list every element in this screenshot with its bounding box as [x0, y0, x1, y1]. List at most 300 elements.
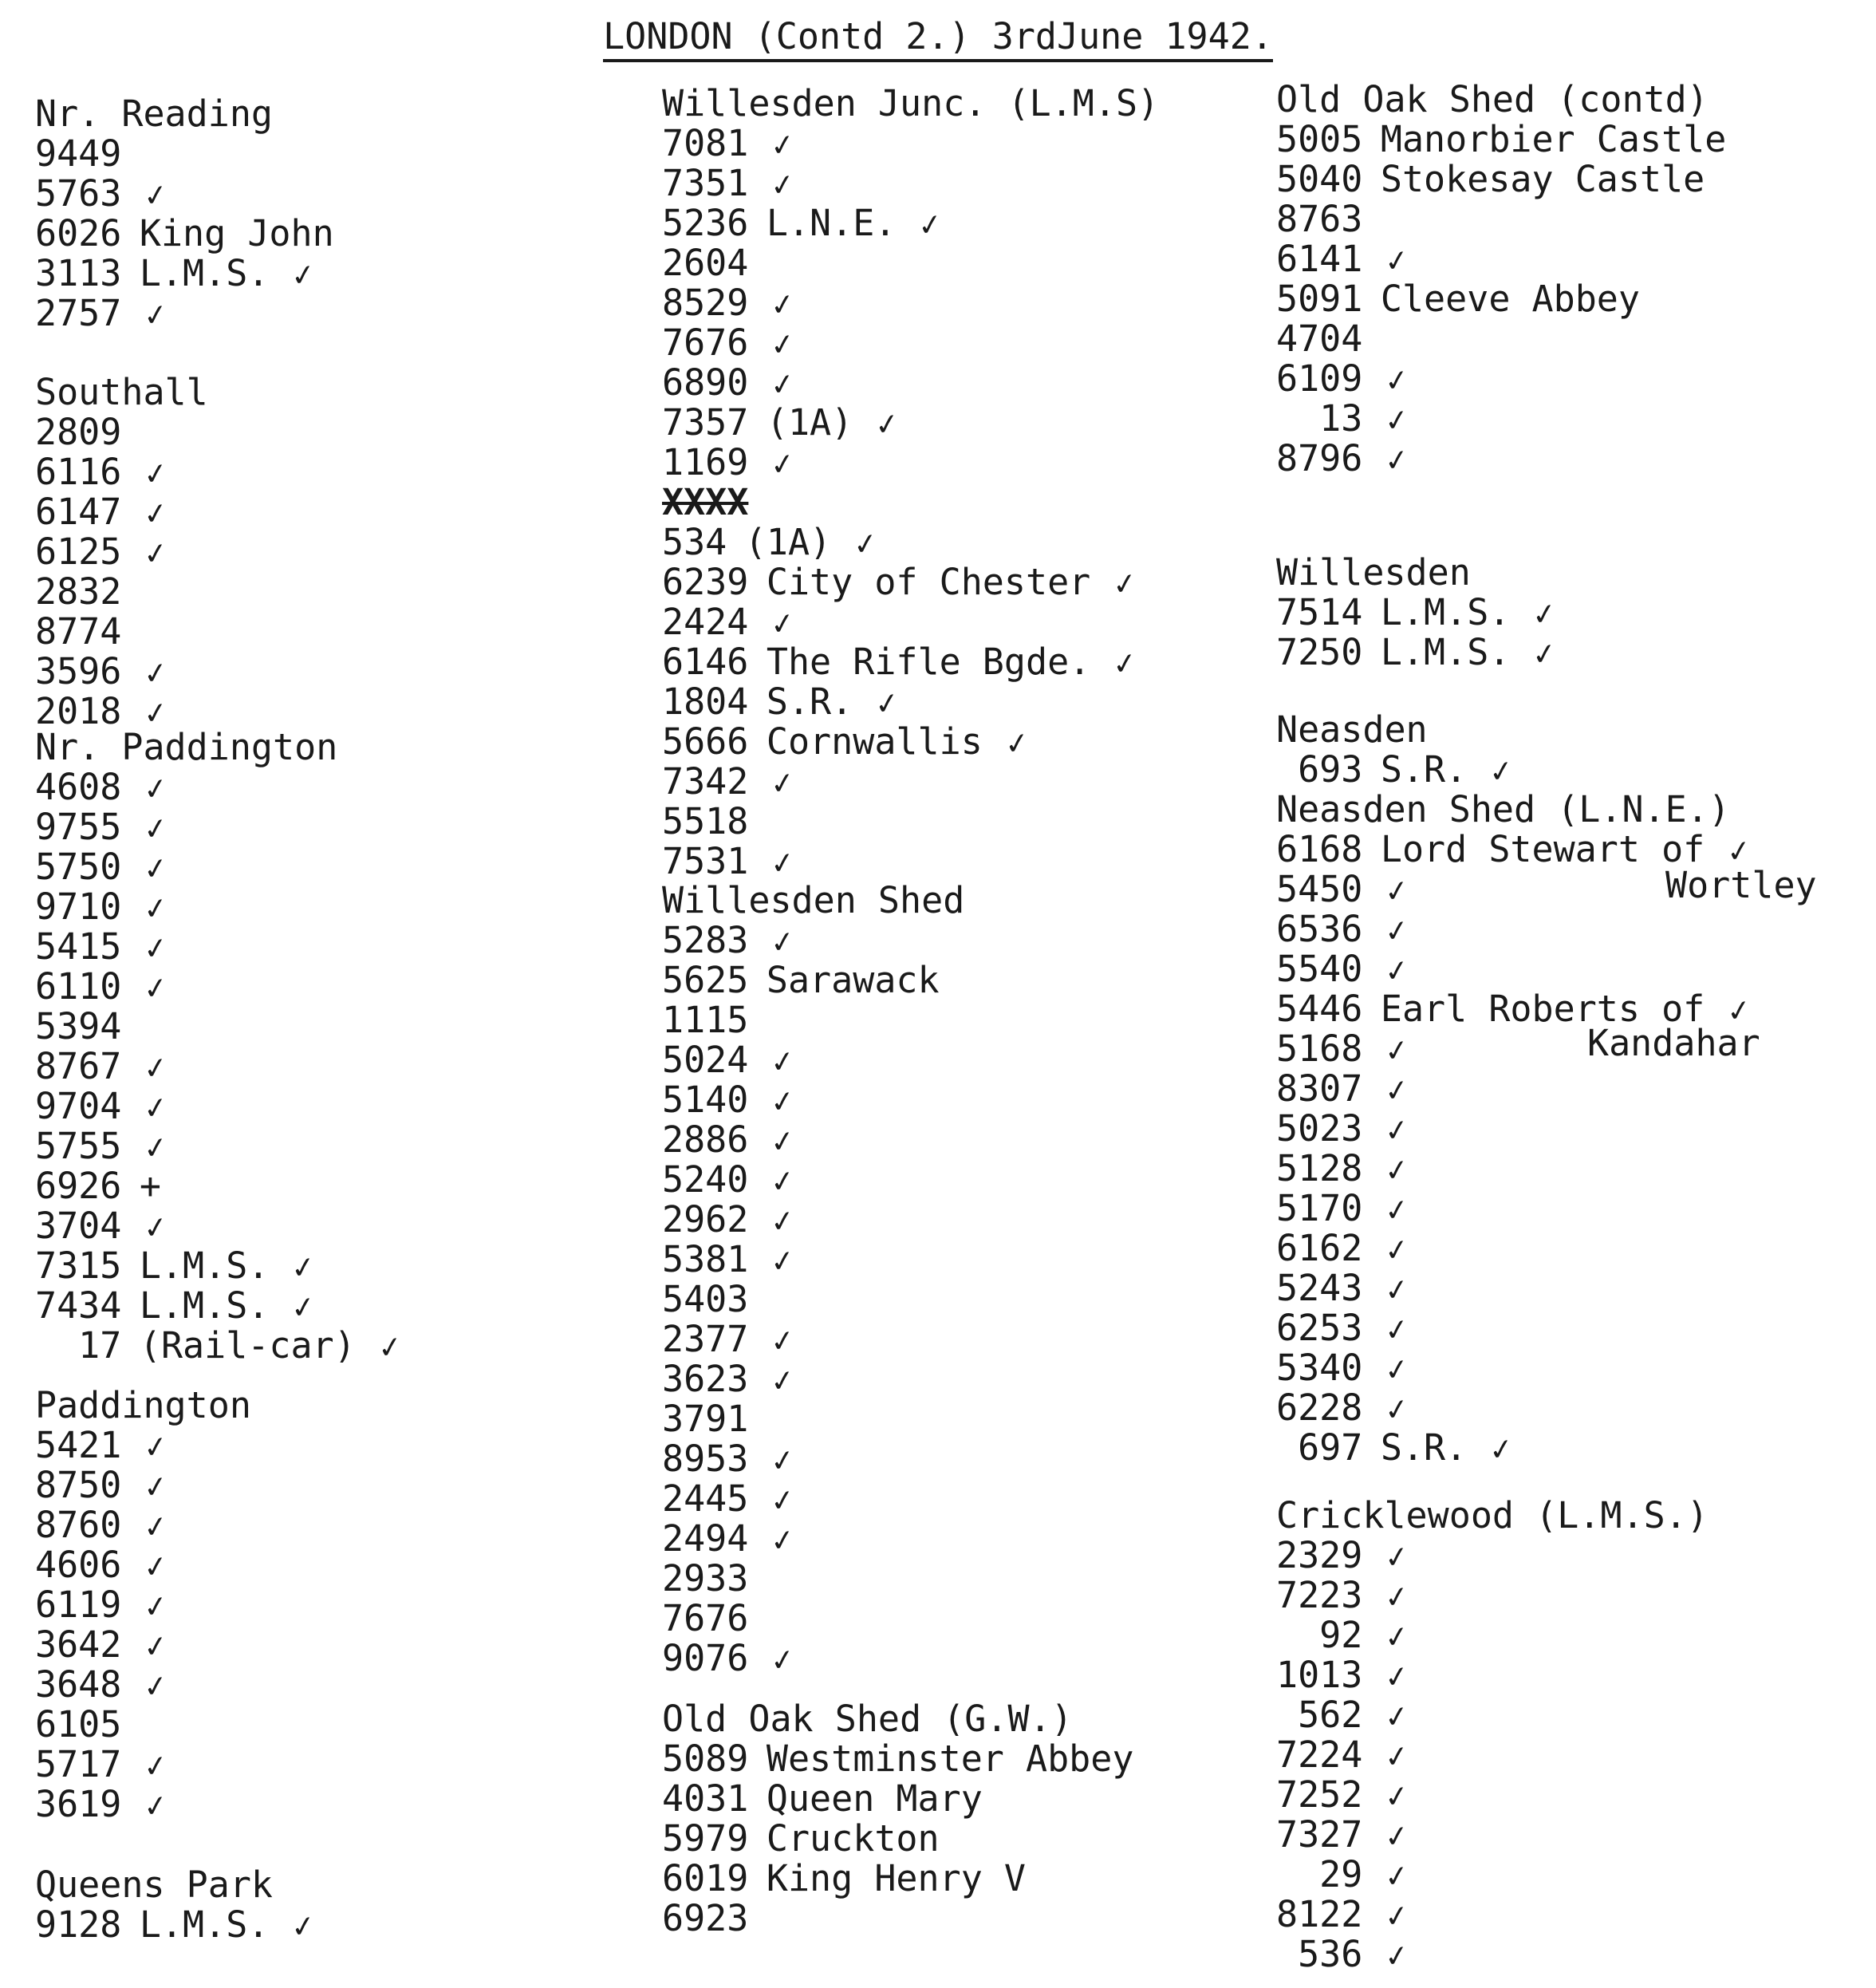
engine-number: 5750 — [35, 846, 122, 888]
engine-number: 697 — [1298, 1426, 1363, 1469]
engine-number: 5236 — [662, 202, 749, 244]
check-mark-icon: ✓ — [1384, 869, 1409, 911]
engine-number: 6146 — [662, 641, 749, 683]
engine-name: S.R. — [766, 680, 853, 723]
check-mark-icon: ✓ — [143, 966, 168, 1008]
check-mark-icon: ✓ — [1531, 592, 1557, 634]
engine-number: 6119 — [35, 1584, 122, 1626]
list-item — [662, 1479, 1260, 1519]
engine-number: 6105 — [35, 1703, 122, 1745]
engine-number: 2377 — [662, 1318, 749, 1360]
list-item — [662, 1519, 1260, 1559]
check-mark-icon: ✓ — [143, 886, 168, 929]
list-item — [35, 1505, 633, 1545]
list-item — [1276, 1576, 1874, 1615]
engine-number: 7315 — [35, 1244, 122, 1287]
engine-name: Westminster Abbey — [766, 1738, 1134, 1780]
check-mark-icon: ✓ — [1384, 1387, 1409, 1430]
engine-name: Cruckton — [766, 1817, 940, 1860]
engine-number: 8763 — [1276, 198, 1363, 240]
check-mark-icon: ✓ — [770, 442, 795, 484]
check-mark-icon: ✓ — [143, 1465, 168, 1507]
section — [1276, 553, 1874, 673]
list-item — [662, 1000, 1260, 1040]
list-item — [35, 1665, 633, 1705]
engine-number: 7250 — [1276, 631, 1363, 673]
check-mark-icon: ✓ — [770, 282, 795, 325]
section — [35, 373, 633, 732]
list-item — [662, 562, 1260, 602]
list-item — [662, 802, 1260, 842]
check-mark-icon: ✓ — [770, 1359, 795, 1401]
list-item — [35, 807, 633, 847]
section — [35, 1386, 633, 1824]
engine-number: 5421 — [35, 1424, 122, 1466]
list-item — [662, 762, 1260, 802]
list-item — [35, 1785, 633, 1824]
engine-number: 5979 — [662, 1817, 749, 1860]
engine-number: 2329 — [1276, 1534, 1363, 1576]
list-item — [1276, 949, 1874, 989]
check-mark-icon: ✓ — [1384, 1694, 1409, 1737]
list-item — [662, 1120, 1260, 1160]
engine-number: 534 — [662, 521, 727, 563]
section-heading: Paddington — [35, 1384, 251, 1426]
engine-name: Lord Stewart of — [1380, 828, 1705, 870]
engine-number: 8760 — [35, 1504, 122, 1546]
list-item — [662, 1200, 1260, 1240]
check-mark-icon: ✓ — [143, 1505, 168, 1547]
list-item — [662, 443, 1260, 483]
list-item — [662, 1739, 1260, 1779]
engine-number: 2018 — [35, 690, 122, 732]
list-item — [1276, 750, 1874, 790]
engine-number: 7531 — [662, 840, 749, 882]
check-mark-icon: ✓ — [1531, 632, 1557, 674]
check-mark-icon: ✓ — [143, 767, 168, 809]
engine-number: 5128 — [1276, 1147, 1363, 1189]
check-mark-icon: ✓ — [1384, 438, 1409, 480]
engine-number: 3642 — [35, 1623, 122, 1666]
engine-number: 9704 — [35, 1085, 122, 1127]
list-item — [1276, 1695, 1874, 1735]
engine-number: 5024 — [662, 1039, 749, 1081]
list-item — [35, 572, 633, 612]
check-mark-icon: ✓ — [1384, 1028, 1409, 1071]
engine-number: 562 — [1298, 1694, 1363, 1736]
list-item — [35, 1246, 633, 1286]
engine-number: 3113 — [35, 252, 122, 294]
list-item — [1276, 1069, 1874, 1109]
check-mark-icon: ✓ — [143, 846, 168, 889]
check-mark-icon: ✓ — [1384, 1854, 1409, 1896]
section-heading: Queens Park — [35, 1864, 274, 1906]
list-item — [662, 1319, 1260, 1359]
engine-number: 1013 — [1276, 1654, 1363, 1696]
engine-number: 4608 — [35, 766, 122, 808]
check-mark-icon: ✓ — [143, 1126, 168, 1168]
section — [35, 728, 633, 1366]
list-item — [35, 1905, 633, 1945]
engine-number: 6147 — [35, 491, 122, 533]
list-item — [35, 492, 633, 532]
engine-number: 5755 — [35, 1125, 122, 1167]
engine-number: 4031 — [662, 1777, 749, 1820]
list-item — [662, 921, 1260, 960]
section-heading: Old Oak Shed (contd) — [1276, 78, 1708, 120]
list-item — [662, 124, 1260, 164]
check-mark-icon: ✓ — [143, 1664, 168, 1706]
list-item — [35, 294, 633, 333]
engine-number: 29 — [1319, 1853, 1363, 1895]
check-mark-icon: ✓ — [1384, 1228, 1409, 1270]
list-item — [1276, 1935, 1874, 1974]
list-item — [35, 1047, 633, 1087]
engine-number: 6923 — [662, 1897, 749, 1939]
check-mark-icon: ✓ — [143, 531, 168, 574]
engine-number: 7327 — [1276, 1813, 1363, 1856]
check-mark-icon: ✓ — [1384, 1188, 1409, 1230]
engine-number: 6536 — [1276, 908, 1363, 950]
list-item — [1276, 1536, 1874, 1576]
name-continuation: Wortley — [1665, 864, 1817, 906]
engine-name: L.M.S. — [139, 1903, 270, 1946]
list-item — [662, 483, 1260, 523]
engine-name: L.M.S. — [1380, 591, 1511, 633]
engine-number: 8796 — [1276, 437, 1363, 479]
check-mark-icon: ✓ — [770, 1438, 795, 1481]
engine-number: 5763 — [35, 172, 122, 215]
check-mark-icon: ✓ — [770, 123, 795, 165]
engine-name: (1A) — [744, 521, 832, 563]
check-mark-icon: ✓ — [376, 1325, 403, 1367]
list-item — [1276, 593, 1874, 633]
engine-name: King John — [139, 212, 334, 254]
list-item — [1276, 1348, 1874, 1388]
engine-name: Cornwallis — [766, 720, 983, 763]
list-item — [1276, 1029, 1874, 1069]
engine-number: 6019 — [662, 1857, 749, 1899]
check-mark-icon: ✓ — [1384, 1347, 1409, 1390]
list-item — [35, 927, 633, 967]
list-item — [662, 403, 1260, 443]
engine-number: 5381 — [662, 1238, 749, 1280]
section — [1276, 790, 1874, 1468]
list-item — [1276, 633, 1874, 673]
list-item — [35, 652, 633, 692]
check-mark-icon: ✓ — [1111, 562, 1137, 604]
check-mark-icon: ✓ — [770, 1239, 795, 1281]
engine-number: 6162 — [1276, 1227, 1363, 1269]
engine-number: 8307 — [1276, 1067, 1363, 1110]
check-mark-icon: ✓ — [1384, 1814, 1409, 1856]
check-mark-icon: ✓ — [143, 651, 168, 693]
engine-number: 5717 — [35, 1743, 122, 1785]
check-mark-icon: ✓ — [1384, 1108, 1409, 1150]
engine-number: 8953 — [662, 1438, 749, 1480]
column-1 — [35, 0, 633, 1988]
list-item — [662, 164, 1260, 203]
column-2 — [662, 0, 1260, 1988]
engine-number: 693 — [1298, 748, 1363, 791]
list-item — [662, 1280, 1260, 1319]
list-item — [35, 847, 633, 887]
list-item — [662, 1899, 1260, 1939]
engine-number: 2933 — [662, 1557, 749, 1599]
list-item — [35, 1206, 633, 1246]
section-heading: Old Oak Shed (G.W.) — [662, 1698, 1073, 1740]
list-item — [662, 283, 1260, 323]
engine-name: Earl Roberts of — [1380, 988, 1705, 1030]
engine-number: 9755 — [35, 806, 122, 848]
list-item — [1276, 1149, 1874, 1189]
check-mark-icon: ✓ — [770, 1159, 795, 1201]
engine-number: 5394 — [35, 1005, 122, 1047]
check-mark-icon: ✓ — [1384, 949, 1409, 991]
check-mark-icon: ✓ — [1111, 641, 1137, 684]
list-item — [662, 1439, 1260, 1479]
check-mark-icon: ✓ — [1384, 1894, 1409, 1936]
engine-number: 5625 — [662, 959, 749, 1001]
check-mark-icon: ✓ — [143, 1425, 168, 1467]
check-mark-icon: ✓ — [1384, 1535, 1409, 1577]
engine-name: L.N.E. — [766, 202, 897, 244]
engine-number: 7342 — [662, 760, 749, 803]
check-mark-icon: ✓ — [770, 1039, 795, 1082]
engine-number: 1115 — [662, 999, 749, 1041]
section — [1276, 710, 1874, 790]
check-mark-icon: ✓ — [143, 1086, 168, 1128]
engine-number: 9128 — [35, 1903, 122, 1946]
engine-number: 3648 — [35, 1663, 122, 1706]
list-item — [1276, 319, 1874, 359]
engine-number: 5005 — [1276, 118, 1363, 160]
list-item — [662, 1160, 1260, 1200]
check-mark-icon: ✓ — [143, 807, 168, 849]
engine-number: 5340 — [1276, 1347, 1363, 1389]
list-item — [35, 532, 633, 572]
engine-name: Stokesay Castle — [1380, 158, 1705, 200]
engine-number: 2962 — [662, 1198, 749, 1241]
engine-number: 17 — [78, 1324, 122, 1367]
engine-number: 5446 — [1276, 988, 1363, 1030]
list-item — [1276, 120, 1874, 160]
column-3 — [1276, 0, 1874, 1988]
engine-number: 6926 — [35, 1165, 122, 1207]
check-mark-icon: ✓ — [1384, 1068, 1409, 1110]
list-item — [1276, 989, 1874, 1029]
engine-name: S.R. — [1380, 1426, 1468, 1469]
engine-number: 5023 — [1276, 1107, 1363, 1150]
engine-number: 6109 — [1276, 357, 1363, 400]
check-mark-icon: ✓ — [1488, 1427, 1514, 1469]
list-item — [1276, 239, 1874, 279]
engine-number: 13 — [1319, 397, 1363, 440]
engine-number: 7357 — [662, 401, 749, 444]
check-mark-icon: ✓ — [873, 402, 900, 444]
check-mark-icon: ✓ — [770, 602, 795, 644]
list-item — [662, 642, 1260, 682]
list-item — [662, 1080, 1260, 1120]
engine-name: L.M.S. — [139, 1244, 270, 1287]
list-item — [662, 1399, 1260, 1439]
section-heading: Cricklewood (L.M.S.) — [1276, 1494, 1708, 1536]
check-mark-icon: ✓ — [770, 1638, 795, 1680]
check-mark-icon: ✓ — [290, 1904, 316, 1947]
engine-number: 6141 — [1276, 238, 1363, 280]
engine-name: L.M.S. — [139, 252, 270, 294]
list-item — [662, 1779, 1260, 1819]
engine-name: Sarawack — [766, 959, 940, 1001]
check-mark-icon: ✓ — [1384, 909, 1409, 951]
engine-number: 6125 — [35, 531, 122, 573]
engine-number: 7676 — [662, 1597, 749, 1639]
engine-number: 2494 — [662, 1517, 749, 1560]
list-item — [35, 1545, 633, 1585]
engine-number: 3791 — [662, 1398, 749, 1440]
section-heading: Willesden Junc. (L.M.S) — [662, 82, 1160, 124]
list-item — [662, 602, 1260, 642]
list-item — [662, 363, 1260, 403]
check-mark-icon: ✓ — [770, 163, 795, 205]
list-item — [35, 1326, 633, 1366]
engine-number: 7223 — [1276, 1574, 1363, 1616]
engine-number: 4704 — [1276, 318, 1363, 360]
list-item — [1276, 1109, 1874, 1149]
engine-number: 5140 — [662, 1079, 749, 1121]
check-mark-icon: ✓ — [1725, 988, 1752, 1031]
check-mark-icon: ✓ — [143, 1584, 168, 1627]
list-item — [35, 134, 633, 174]
check-mark-icon: ✓ — [1384, 398, 1409, 440]
check-mark-icon: ✓ — [770, 362, 795, 404]
engine-number: 3596 — [35, 650, 122, 692]
engine-number: 5168 — [1276, 1028, 1363, 1070]
check-mark-icon: ✓ — [770, 1478, 795, 1521]
list-item — [662, 842, 1260, 882]
check-mark-icon: ✓ — [770, 1518, 795, 1560]
check-mark-icon: ✓ — [770, 920, 795, 962]
engine-name: Manorbier Castle — [1380, 118, 1727, 160]
engine-number: 9076 — [662, 1637, 749, 1679]
list-item — [1276, 1855, 1874, 1895]
section-heading: Nr. Paddington — [35, 726, 338, 768]
engine-number: 6110 — [35, 965, 122, 1008]
list-item — [662, 523, 1260, 562]
section — [1276, 1496, 1874, 1974]
list-item — [662, 1359, 1260, 1399]
list-item — [35, 254, 633, 294]
check-mark-icon: ✓ — [143, 1205, 168, 1248]
section-heading: Nr. Reading — [35, 93, 274, 135]
list-item — [1276, 1895, 1874, 1935]
check-mark-icon: ✓ — [143, 926, 168, 968]
engine-number: 5540 — [1276, 948, 1363, 990]
list-item — [35, 1087, 633, 1126]
section — [1276, 80, 1874, 479]
check-mark-icon: ✓ — [143, 691, 168, 733]
check-mark-icon: ✓ — [770, 322, 795, 365]
list-item — [662, 1859, 1260, 1899]
engine-number: 5415 — [35, 925, 122, 968]
check-mark-icon: ✓ — [917, 203, 943, 245]
section-heading: Neasden Shed (L.N.E.) — [1276, 788, 1730, 830]
check-mark-icon: ✓ — [290, 1285, 316, 1327]
engine-number: 2424 — [662, 601, 749, 643]
list-item — [1276, 199, 1874, 239]
list-item — [1276, 1308, 1874, 1348]
engine-number: 6168 — [1276, 828, 1363, 870]
list-item — [35, 887, 633, 927]
engine-number: XXXX — [662, 481, 749, 523]
check-mark-icon: ✓ — [770, 1079, 795, 1122]
engine-name: Cleeve Abbey — [1380, 278, 1640, 320]
engine-number: 6890 — [662, 361, 749, 404]
list-item — [1276, 279, 1874, 319]
engine-number: 5089 — [662, 1738, 749, 1780]
list-item — [1276, 1815, 1874, 1855]
list-item — [662, 1819, 1260, 1859]
list-item — [35, 1465, 633, 1505]
check-mark-icon: ✓ — [143, 452, 168, 494]
engine-number: 5170 — [1276, 1187, 1363, 1229]
list-item — [1276, 160, 1874, 199]
engine-number: 5403 — [662, 1278, 749, 1320]
list-item — [35, 214, 633, 254]
engine-name: + — [139, 1165, 161, 1207]
engine-number: 6026 — [35, 212, 122, 254]
check-mark-icon: ✓ — [1384, 358, 1409, 400]
list-item — [1276, 870, 1874, 909]
section — [35, 1865, 633, 1945]
engine-number: 8774 — [35, 610, 122, 653]
engine-number: 7224 — [1276, 1734, 1363, 1776]
engine-name: (1A) — [766, 401, 853, 444]
engine-number: 5040 — [1276, 158, 1363, 200]
engine-number: 8529 — [662, 282, 749, 324]
check-mark-icon: ✓ — [1384, 1774, 1409, 1816]
check-mark-icon: ✓ — [143, 293, 168, 335]
list-item — [35, 1426, 633, 1465]
list-item — [1276, 1388, 1874, 1428]
check-mark-icon: ✓ — [1384, 1934, 1409, 1976]
check-mark-icon: ✓ — [143, 1046, 168, 1088]
engine-number: 3704 — [35, 1205, 122, 1247]
list-item — [1276, 1775, 1874, 1815]
engine-number: 5091 — [1276, 278, 1363, 320]
engine-number: 7252 — [1276, 1773, 1363, 1816]
engine-name: The Rifle Bgde. — [766, 641, 1091, 683]
list-item — [1276, 1655, 1874, 1695]
engine-number: 2604 — [662, 242, 749, 284]
list-item — [662, 722, 1260, 762]
check-mark-icon: ✓ — [143, 173, 168, 215]
list-item — [35, 967, 633, 1007]
engine-number: 6228 — [1276, 1386, 1363, 1429]
engine-number: 3619 — [35, 1783, 122, 1825]
engine-number: 6116 — [35, 451, 122, 493]
check-mark-icon: ✓ — [770, 1199, 795, 1241]
list-item — [35, 1126, 633, 1166]
list-item — [662, 243, 1260, 283]
engine-number: 7351 — [662, 162, 749, 204]
list-item — [35, 1166, 633, 1206]
section-heading: Willesden Shed — [662, 879, 965, 921]
section-heading: Southall — [35, 371, 208, 413]
check-mark-icon: ✓ — [143, 1544, 168, 1587]
engine-name: S.R. — [1380, 748, 1468, 791]
engine-number: 7676 — [662, 321, 749, 364]
